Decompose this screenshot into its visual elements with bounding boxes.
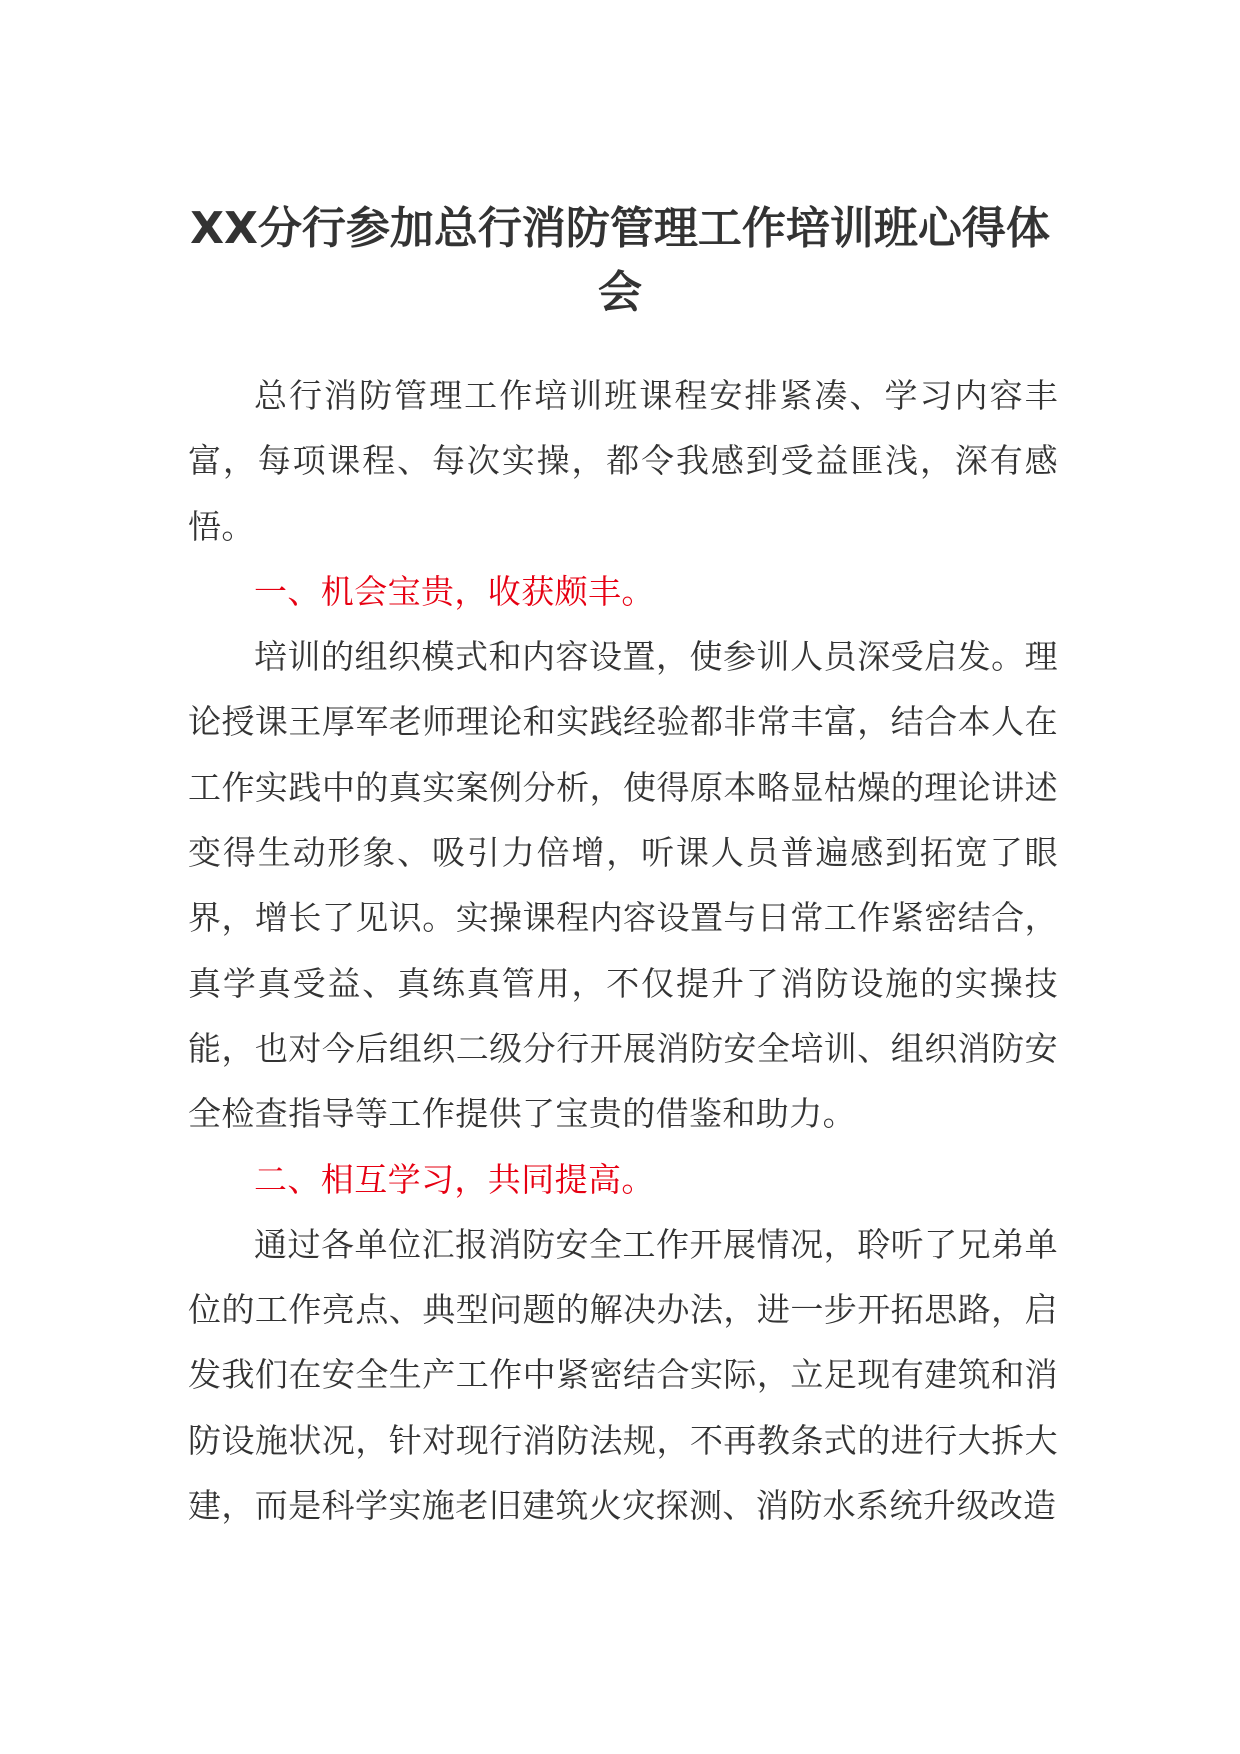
document-title: XX分行参加总行消防管理工作培训班心得体会: [190, 203, 1050, 318]
intro-paragraph: 总行消防管理工作培训班课程安排紧凑、学习内容丰富，每项课程、每次实操，都令我感到受益匪浅，深有感悟。: [188, 376, 1058, 546]
section-heading-1: 一、机会宝贵，收获颇丰。: [254, 571, 655, 611]
section-1-paragraph: 培训的组织模式和内容设置，使参训人员深受启发。理论授课王厚军老师理论和实践经验都非常丰富，结合本人在工作实践中的真实案例分析，使得原本略显枯燥的理论讲述变得生动形象、吸引力倍增，听课人员普遍感到拓宽了眼界，增长了见识。实操课程内容设置与日常工作紧密结合，真学真受益、真练真管用，不仅提升了消防设施的实操技能，也对今后组织二级分行开展消防安全培训、组织消防安全检查指导等工作提供了宝贵的借鉴和助力。: [188, 637, 1058, 1134]
document-body: [188, 363, 1058, 1538]
section-heading-2: 二、相互学习，共同提高。: [254, 1159, 655, 1199]
section-2-paragraph: 通过各单位汇报消防安全工作开展情况，聆听了兄弟单位的工作亮点、典型问题的解决办法，进一步开拓思路，启发我们在安全生产工作中紧密结合实际，立足现有建筑和消防设施状况，针对现行消防法规，不再教条式的进行大拆大建，而是科学实施老旧建筑火灾探测、消防水系统升级改造: [188, 1224, 1058, 1526]
